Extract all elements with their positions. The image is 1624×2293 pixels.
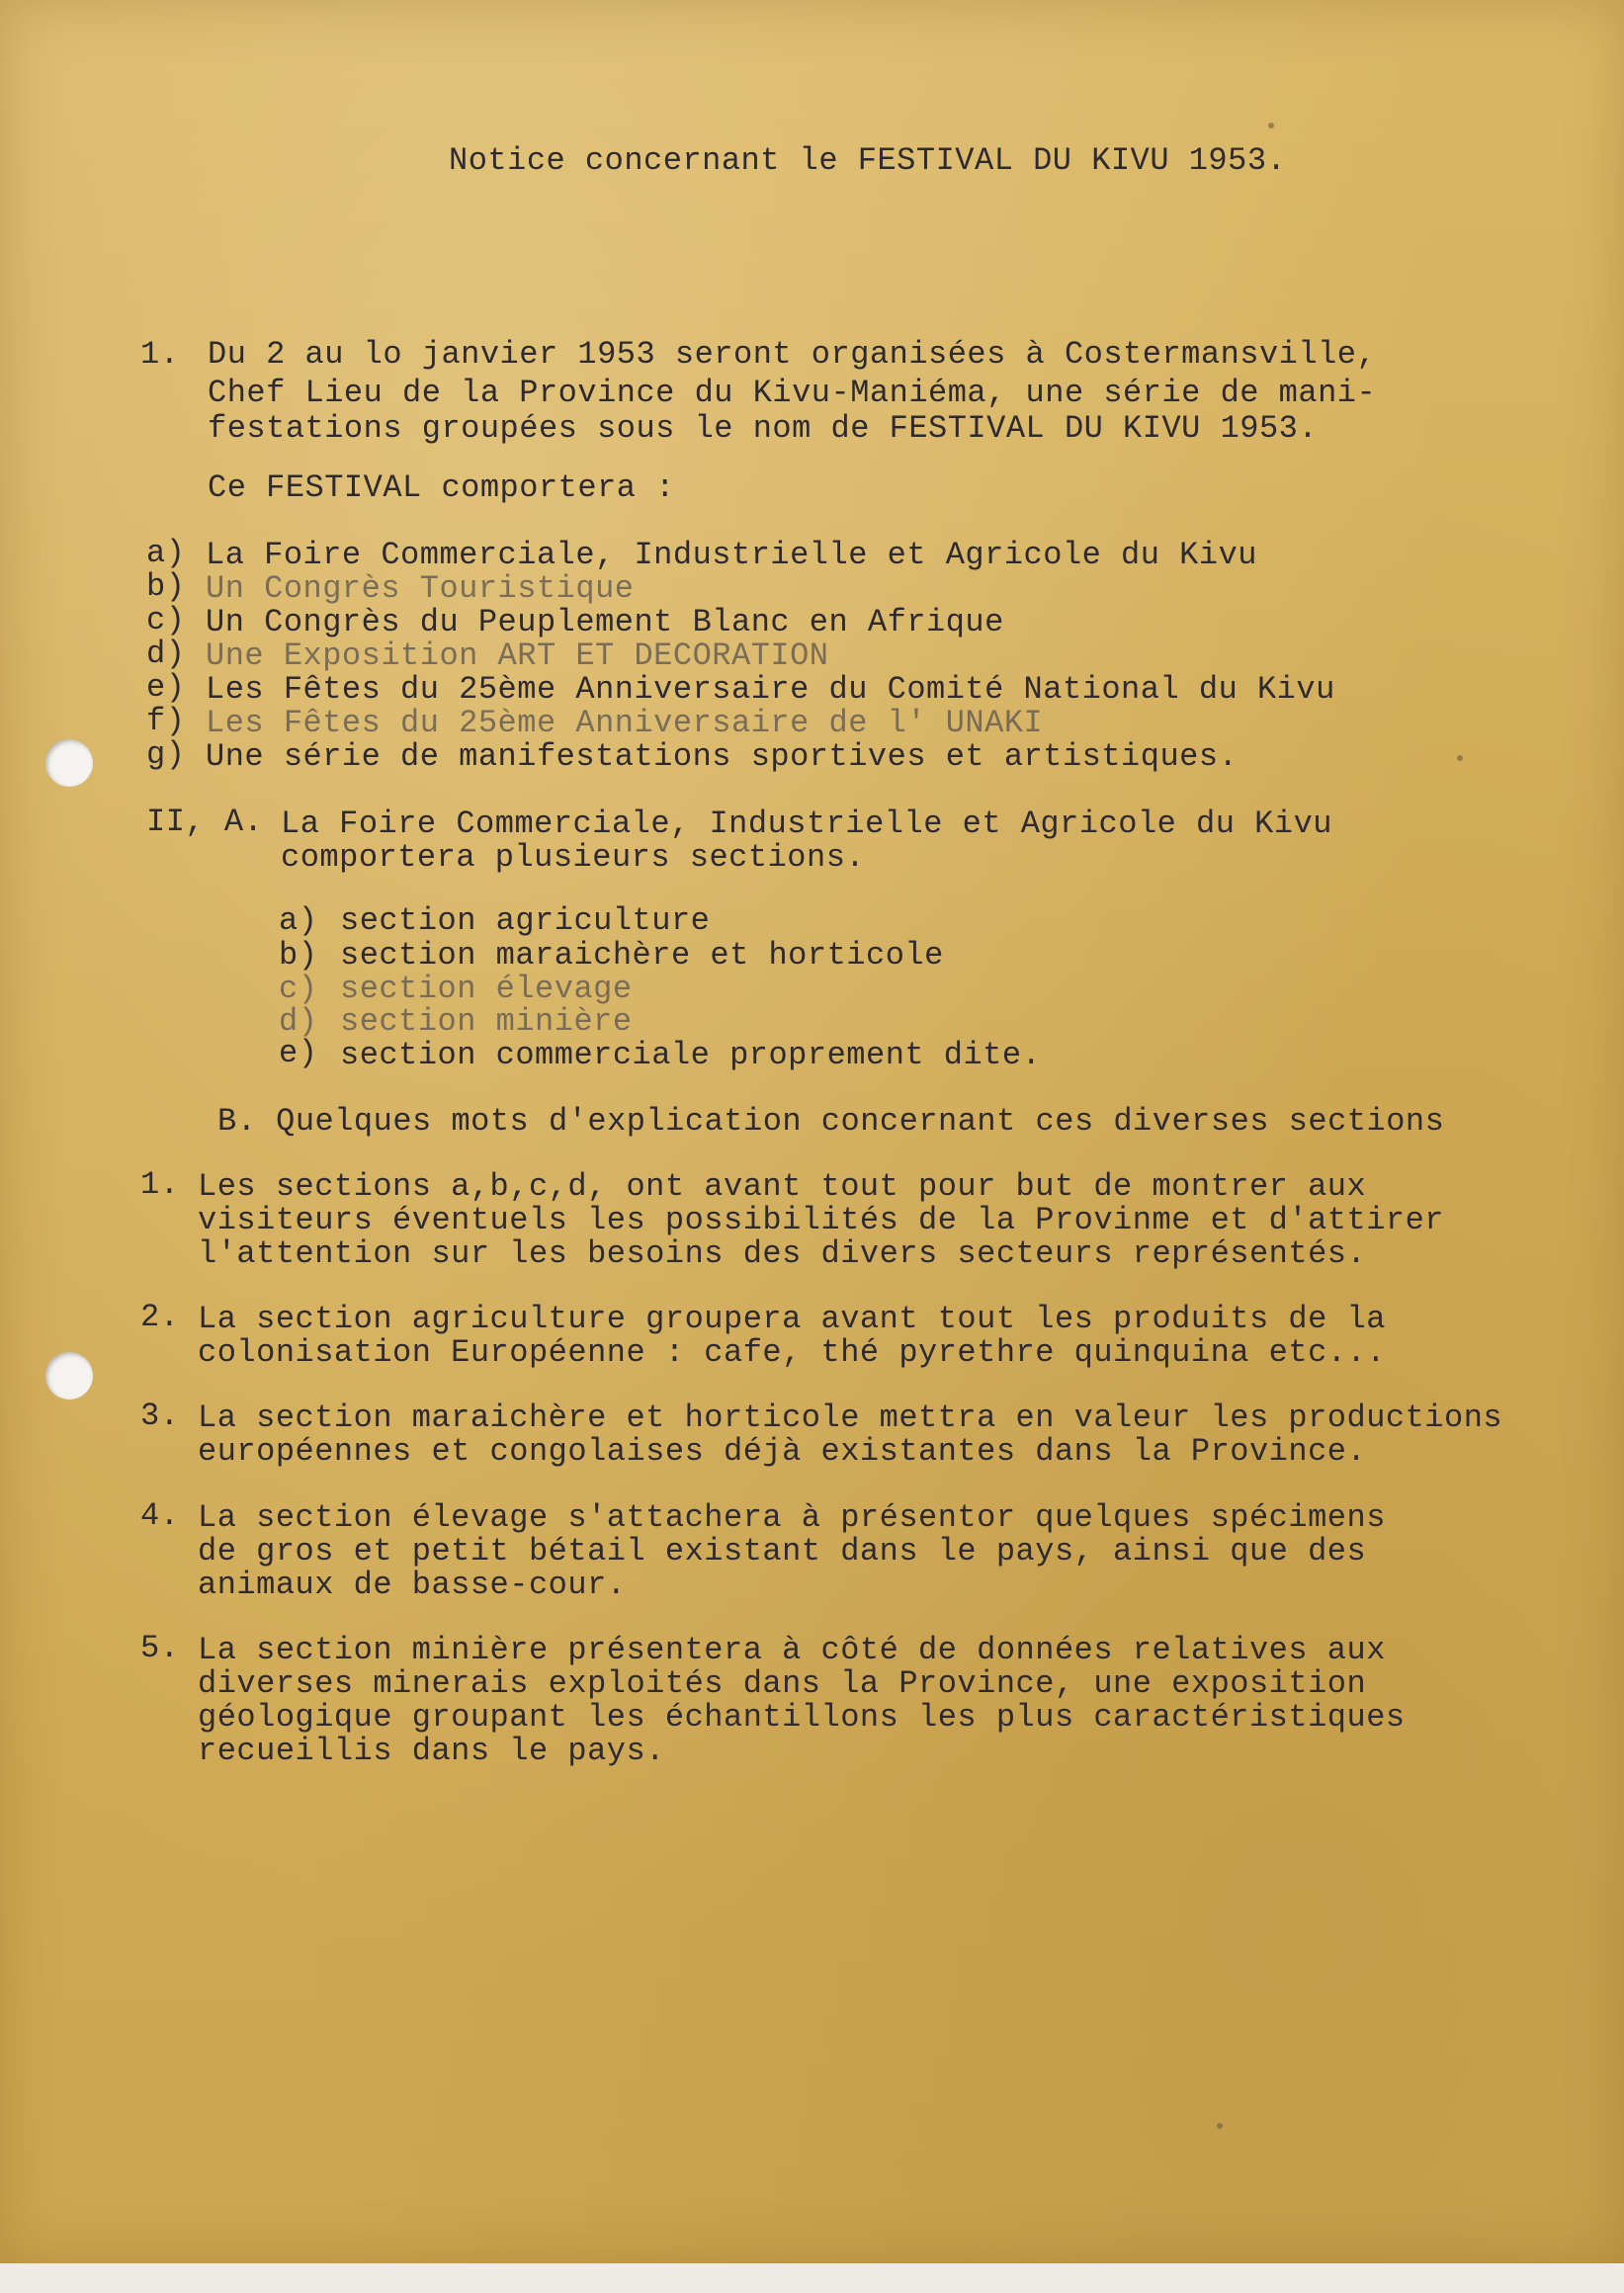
explanation-line: colonisation Européenne : cafe, thé pyrethre quinquina etc... xyxy=(198,1334,1386,1371)
punch-hole-bottom xyxy=(45,1352,93,1400)
festival-item-marker: a) xyxy=(146,535,186,571)
explanation-line: La section agriculture groupera avant tout les produits de la xyxy=(198,1301,1386,1337)
intro-line: Chef Lieu de la Province du Kivu-Maniéma, une série de mani- xyxy=(208,375,1377,411)
explanation-number: 5. xyxy=(140,1630,180,1666)
explanation-line: recueillis dans le pays. xyxy=(198,1733,665,1769)
explanation-line: européennes et congolaises déjà existantes dans la Province. xyxy=(198,1433,1367,1470)
ink-speck xyxy=(1217,2123,1223,2129)
ink-speck xyxy=(1457,755,1463,761)
subsection-marker: a) xyxy=(279,902,318,939)
festival-item-text: Un Congrès Touristique xyxy=(206,570,635,607)
explanation-line: Les sections a,b,c,d, ont avant tout pour but de montrer aux xyxy=(198,1168,1367,1205)
explanation-line: La section maraichère et horticole mettra en valeur les productions xyxy=(198,1400,1503,1436)
subsection-marker: b) xyxy=(279,937,318,974)
subsection-marker: c) xyxy=(279,971,318,1007)
section-two-line: comportera plusieurs sections. xyxy=(281,839,866,876)
intro-number: 1. xyxy=(140,336,180,373)
festival-item-text: Une série de manifestations sportives et artistiques. xyxy=(206,738,1239,775)
festival-item-marker: b) xyxy=(146,568,186,605)
explanation-line: visiteurs éventuels les possibilités de la Provinme et d'attirer xyxy=(198,1202,1444,1238)
section-two-line: La Foire Commerciale, Industrielle et Agricole du Kivu xyxy=(281,806,1332,842)
festival-item-text: La Foire Commerciale, Industrielle et Agricole du Kivu xyxy=(206,537,1257,573)
section-two-number: II, A. xyxy=(146,804,264,840)
explanation-line: géologique groupant les échantillons les plus caractéristiques xyxy=(198,1699,1406,1736)
explanation-line: de gros et petit bétail existant dans le pays, ainsi que des xyxy=(198,1533,1367,1570)
subsection-text: section minière xyxy=(340,1003,633,1040)
festival-item-marker: c) xyxy=(146,602,186,638)
festival-item-marker: f) xyxy=(146,703,186,739)
explanation-number: 2. xyxy=(140,1299,180,1335)
festival-item-marker: g) xyxy=(146,736,186,773)
subsection-marker: e) xyxy=(279,1035,318,1071)
scan-background-strip xyxy=(0,2263,1624,2293)
explanation-line: animaux de basse-cour. xyxy=(198,1567,627,1603)
explanation-number: 1. xyxy=(140,1166,180,1203)
explanation-number: 4. xyxy=(140,1497,180,1534)
festival-item-marker: e) xyxy=(146,669,186,706)
subsection-text: section maraichère et horticole xyxy=(340,937,944,974)
festival-item-text: Les Fêtes du 25ème Anniversaire du Comité National du Kivu xyxy=(206,671,1335,708)
subsection-text: section élevage xyxy=(340,971,633,1007)
intro-line: Du 2 au lo janvier 1953 seront organisées à Costermansville, xyxy=(208,336,1377,373)
subsection-marker: d) xyxy=(279,1003,318,1040)
intro-lead: Ce FESTIVAL comportera : xyxy=(208,469,675,506)
explanation-number: 3. xyxy=(140,1398,180,1434)
explanation-line: La section élevage s'attachera à présentor quelques spécimens xyxy=(198,1499,1386,1536)
festival-item-marker: d) xyxy=(146,636,186,672)
explanation-line: diverses minerais exploités dans la Province, une exposition xyxy=(198,1665,1367,1702)
subsection-text: section agriculture xyxy=(340,902,711,939)
subsection-text: section commerciale proprement dite. xyxy=(340,1037,1042,1073)
section-b-heading: B. Quelques mots d'explication concernant ces diverses sections xyxy=(217,1103,1445,1140)
festival-item-text: Un Congrès du Peuplement Blanc en Afrique xyxy=(206,604,1004,640)
explanation-line: La section minière présentera à côté de données relatives aux xyxy=(198,1632,1386,1668)
festival-item-text: Les Fêtes du 25ème Anniversaire de l' UNAKI xyxy=(206,705,1044,741)
explanation-line: l'attention sur les besoins des divers secteurs représentés. xyxy=(198,1235,1367,1272)
punch-hole-top xyxy=(45,739,93,787)
document-title: Notice concernant le FESTIVAL DU KIVU 1953. xyxy=(449,142,1287,179)
intro-line: festations groupées sous le nom de FESTIVAL DU KIVU 1953. xyxy=(208,410,1319,447)
festival-item-text: Une Exposition ART ET DECORATION xyxy=(206,637,829,674)
ink-speck xyxy=(1268,123,1274,128)
